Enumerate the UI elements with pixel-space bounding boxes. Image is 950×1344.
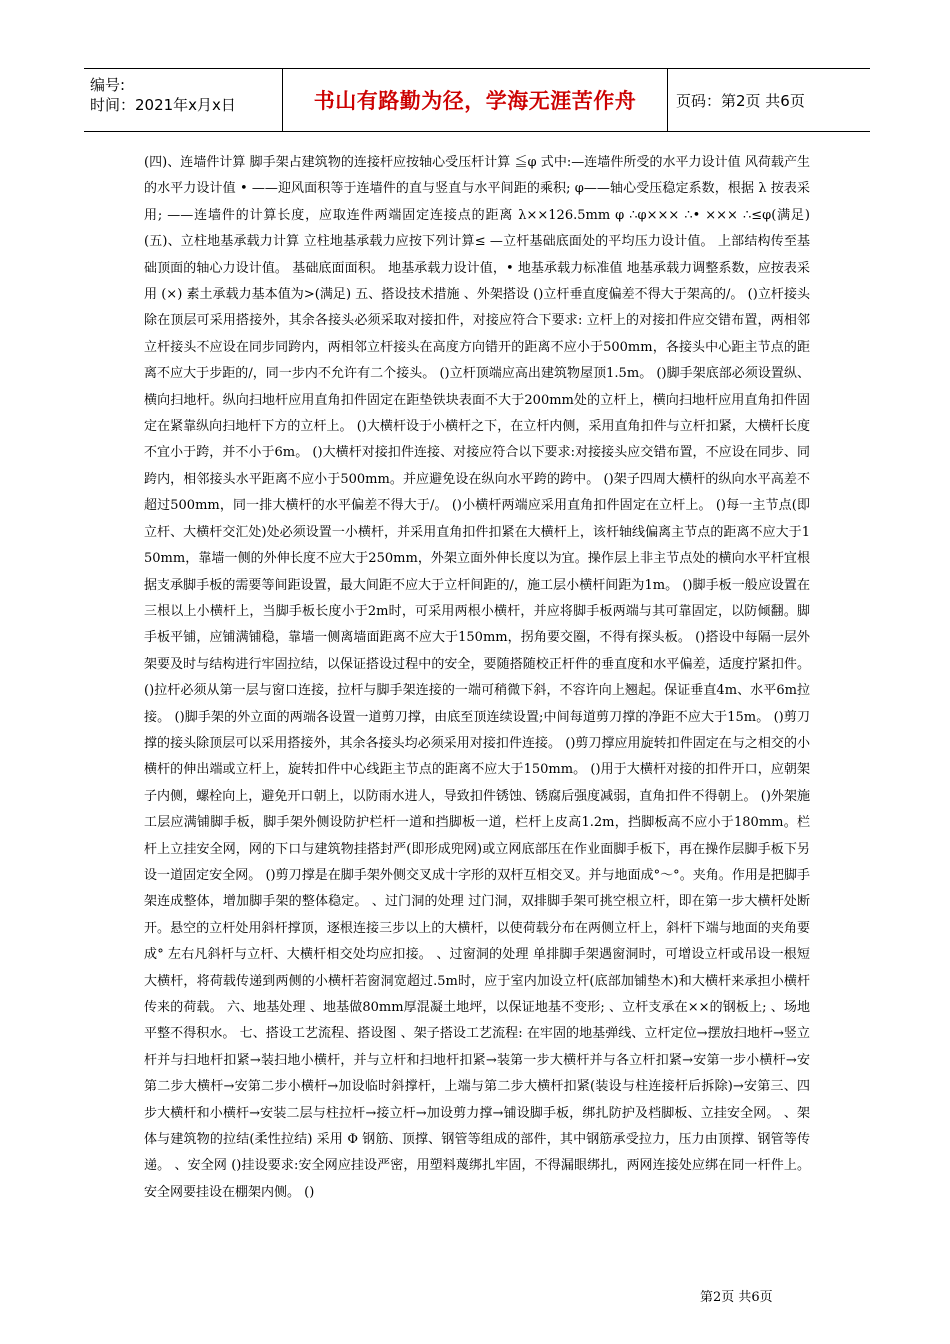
header-meta <box>84 69 282 131</box>
time-label: 时间：2021年x月x日 <box>90 96 236 114</box>
code-label: 编号: <box>90 76 126 94</box>
header-page-number: 页码：第2页 共6页 <box>676 91 805 110</box>
footer-page-number: 第2页 共6页 <box>700 1290 773 1305</box>
document-body-text: (四)、连墙件计算 脚手架占建筑物的连接杆应按轴心受压杆计算 ≦φ 式中:—连墙件所受的水平力设计值 风荷载产生的水平力设计值 • ——迎风面积等于连墙件的直与竖直与水平间距的乘积; φ——轴心受压稳定系数，根据 λ 按表采用; ——连墙件的计算长度，应取连件两端固定连接点的距离 λ××126.5mm φ ∴φ××× ∴• ××× ∴≤φ(满足) (五)、立柱地基承载力计算 立柱地基承载力应按下列计算≤ —立杆基础底面处的平均压力设计值。 上部结构传至基础顶面的轴心力设计值。 基础底面面积。 地基承载力设计值，• 地基承载力标准值 地基承载力调整系数，应按表采用 (×) 素土承载力基本值为>(满足) 五、搭设技术措施 、外架搭设 ()立杆垂直度偏差不得大于架高的/。 ()立杆接头除在顶层可采用搭接外，其余各接头必须采取对接扣件，对接应符合下要求: 立杆上的对接扣件应交错布置，两相邻立杆接头不应设在同步同跨内，两相邻立杆接头在高度方向错开的距离不应小于500mm，各接头中心距主节点的距离不应大于步距的/，同一步内不允许有二个接头。 ()立杆顶端应高出建筑物屋顶1.5m。 ()脚手架底部必须设置纵、横向扫地杆。纵向扫地杆应用直角扣件固定在距垫铁块表面不大于200mm处的立杆上，横向扫地杆应用直角扣件固定在紧靠纵向扫地杆下方的立杆上。 ()大横杆设于小横杆之下，在立杆内侧，采用直角扣件与立杆扣紧，大横杆长度不宜小于跨，并不小于6m。 ()大横杆对接扣件连接、对接应符合以下要求:对接接头应交错布置，不应设在同步、同跨内，相邻接头水平距离不应小于500mm。并应避免设在纵向水平跨的跨中。 ()架子四周大横杆的纵向水平高差不超过500mm，同一排大横杆的水平偏差不得大于/。 ()小横杆两端应采用直角扣件固定在立杆上。 ()每一主节点(即立杆、大横杆交汇处)处必须设置一小横杆，并采用直角扣件扣紧在大横杆上，该杆轴线偏离主节点的距离不应大于150mm，靠墙一侧的外伸长度不应大于250mm，外架立面外伸长度以为宜。操作层上非主节点处的横向水平杆宜根据支承脚手板的需要等间距设置，最大间距不应大于立杆间距的/，施工层小横杆间距为1m。 ()脚手板一般应设置在三根以上小横杆上，当脚手板长度小于2m时，可采用两根小横杆，并应将脚手板两端与其可靠固定，以防倾翻。脚手板平铺，应铺满铺稳，靠墙一侧离墙面距离不应大于150mm，拐角要交圈，不得有探头板。 ()搭设中每隔一层外架要及时与结构进行牢固拉结，以保证搭设过程中的安全，要随搭随校正杆件的垂直度和水平偏差，适度拧紧扣件。 ()拉杆必须从第一层与窗口连接，拉杆与脚手架连接的一端可稍微下斜，不容许向上翘起。保证垂直4m、水平6m拉接。 ()脚手架的外立面的两端各设置一道剪刀撑，由底至顶连续设置;中间每道剪刀撑的净距不应大于15m。 ()剪刀撑的接头除顶层可以采用搭接外，其余各接头均必须采用对接扣件连接。 ()剪刀撑应用旋转扣件固定在与之相交的小横杆的伸出端或立杆上，旋转扣件中心线距主节点的距离不应大于150mm。 ()用于大横杆对接的扣件开口，应朝架子内侧，螺栓向上，避免开口朝上，以防雨水进人，导致扣件锈蚀、锈腐后强度减弱，直角扣件不得朝上。 ()外架施工层应满铺脚手板，脚手架外侧设防护栏杆一道和挡脚板一道，栏杆上皮高1.2m，挡脚板高不应小于180mm。栏杆上立挂安全网，网的下口与建筑物挂搭封严(即形成兜网)或立网底部压在作业面脚手板下，再在操作层脚手板下另设一道固定安全网。 ()剪刀撑是在脚手架外侧交叉成十字形的双杆互相交叉。并与地面成°～°。夹角。作用是把脚手架连成整体，增加脚手架的整体稳定。 、过门洞的处理 过门洞，双排脚手架可挑空根立杆，即在第一步大横杆处断开。悬空的立杆处用斜杆撑顶，逐根连接三步以上的大横杆，以使荷载分布在两侧立杆上，斜杆下端与地面的夹角要成° 左右凡斜杆与立杆、大横杆相交处均应扣接。 、过窗洞的处理 单排脚手架遇窗洞时，可增设立杆或吊设一根短大横杆，将荷载传递到两侧的小横杆若窗洞宽超过.5m时，应于室内加设立杆(底部加铺垫木)和大横杆来承担小横杆传来的荷载。 六、地基处理 、地基做80mm厚混凝土地坪，以保证地基不变形; 、立杆支承在××的钢板上; 、场地平整不得积水。 七、搭设工艺流程、搭设图 、架子搭设工艺流程: 在牢固的地基弹线、立杆定位→摆放扫地杆→竖立杆并与扫地杆扣紧→装扫地小横杆，并与立杆和扫地杆扣紧→装第一步大横杆并与各立杆扣紧→安第一步小横杆→安第二步大横杆→安第二步小横杆→加设临时斜撑杆，上端与第二步大横杆扣紧(装设与柱连接杆后拆除)→安第三、四步大横杆和小横杆→安装二层与柱拉杆→接立杆→加设剪力撑→铺设脚手板，绑扎防护及档脚板、立挂安全网。 、架体与建筑物的拉结(柔性拉结) 采用 Φ 钢筋、顶撑、钢管等组成的部件，其中钢筋承受拉力，压力由顶撑、钢管等传递。 、安全网 ()挂设要求:安全网应挂设严密，用塑料蔑绑扎牢固，不得漏眼绑扎，两网连接处应绑在同一杆件上。安全网要挂设在棚架内侧。 () <box>144 155 810 1200</box>
motto-banner: 书山有路勤为径，学海无涯苦作舟 <box>282 69 668 131</box>
page-header <box>84 68 870 132</box>
